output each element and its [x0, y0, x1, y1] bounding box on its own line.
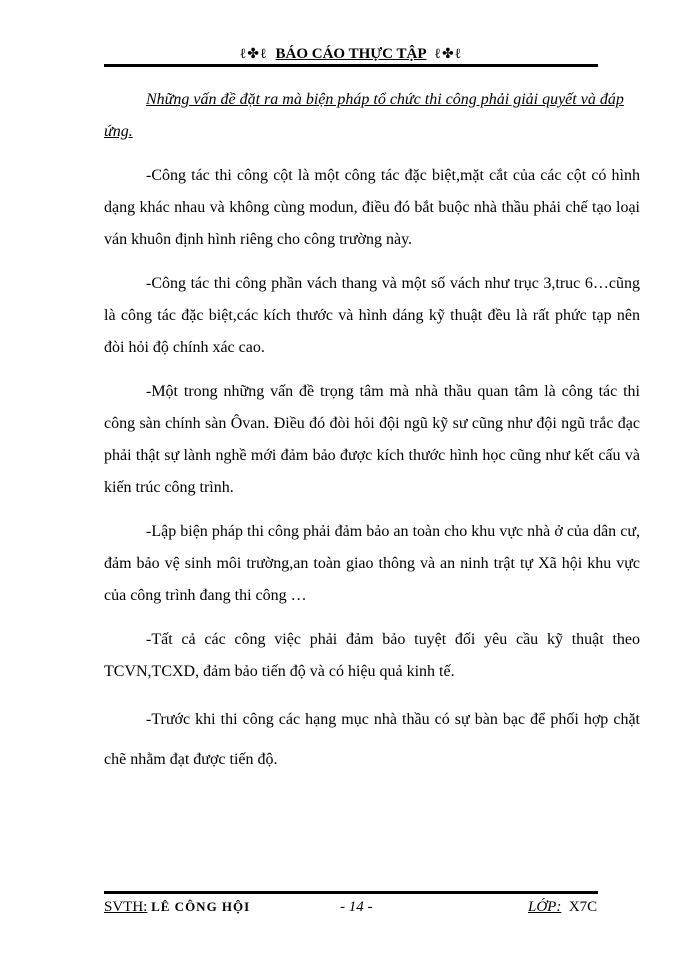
ornament-right-icon: ℓ✤ℓ: [434, 47, 463, 62]
ornament-left-icon: ℓ✤ℓ: [239, 47, 268, 62]
paragraph-5: -Tất cả các công việc phải đảm bảo tuyệt đối yêu cầu kỹ thuật theo TCVN,TCXD, đảm bảo tiến độ và có hiệu quả kinh tế.: [104, 631, 640, 680]
class-label: LỚP:: [528, 899, 562, 915]
paragraph-6: -Trước khi thi công các hạng mục nhà thầu có sự bàn bạc để phối hợp chặt chẽ nhằm đạt được tiến độ.: [104, 711, 640, 768]
class-value: X7C: [568, 899, 598, 915]
paragraph-4: -Lập biện pháp thi công phải đảm bảo an toàn cho khu vực nhà ở của dân cư, đảm bảo vệ sinh môi trường,an toàn giao thông và an ninh trật tự Xã hội khu vực của công trình đang thi công …: [104, 523, 640, 604]
page-footer: [104, 899, 598, 923]
section-heading: Những vấn đề đặt ra mà biện pháp tổ chức thi công phải giải quyết và đáp ứng.: [104, 91, 624, 140]
page-header: [104, 44, 598, 64]
page-number: - 14 -: [340, 899, 373, 915]
svth-label: SVTH:: [104, 899, 148, 915]
student-name: LÊ CÔNG HỘI: [151, 899, 251, 914]
paragraph-3: -Một trong những vấn đề trọng tâm mà nhà thầu quan tâm là công tác thi công sàn chính sàn Ôvan. Điều đó đòi hỏi đội ngũ kỹ sư cũng như đội ngũ trắc đạc phải thật sự lành nghề mới đảm bảo được kích thước hình học cũng như kết cấu và kiến trúc công trình.: [104, 383, 640, 496]
header-title: BÁO CÁO THỰC TẬP: [275, 46, 427, 62]
class-info: [528, 899, 597, 916]
footer-rule: [104, 891, 598, 894]
paragraph-1: -Công tác thi công cột là một công tác đặc biệt,mặt cắt của các cột có hình dạng khác nhau và không cùng modun, điều đó bắt buộc nhà thầu phải chế tạo loại ván khuôn định hình riêng cho công trường này.: [104, 167, 640, 248]
student-info: [104, 899, 250, 916]
header-rule: [104, 64, 598, 67]
page-body: [104, 84, 640, 792]
paragraph-2: -Công tác thi công phần vách thang và một số vách như trục 3,truc 6…cũng là công tác đặc biệt,các kích thước và hình dáng kỹ thuật đều là rất phức tạp nên đòi hỏi độ chính xác cao.: [104, 275, 640, 356]
